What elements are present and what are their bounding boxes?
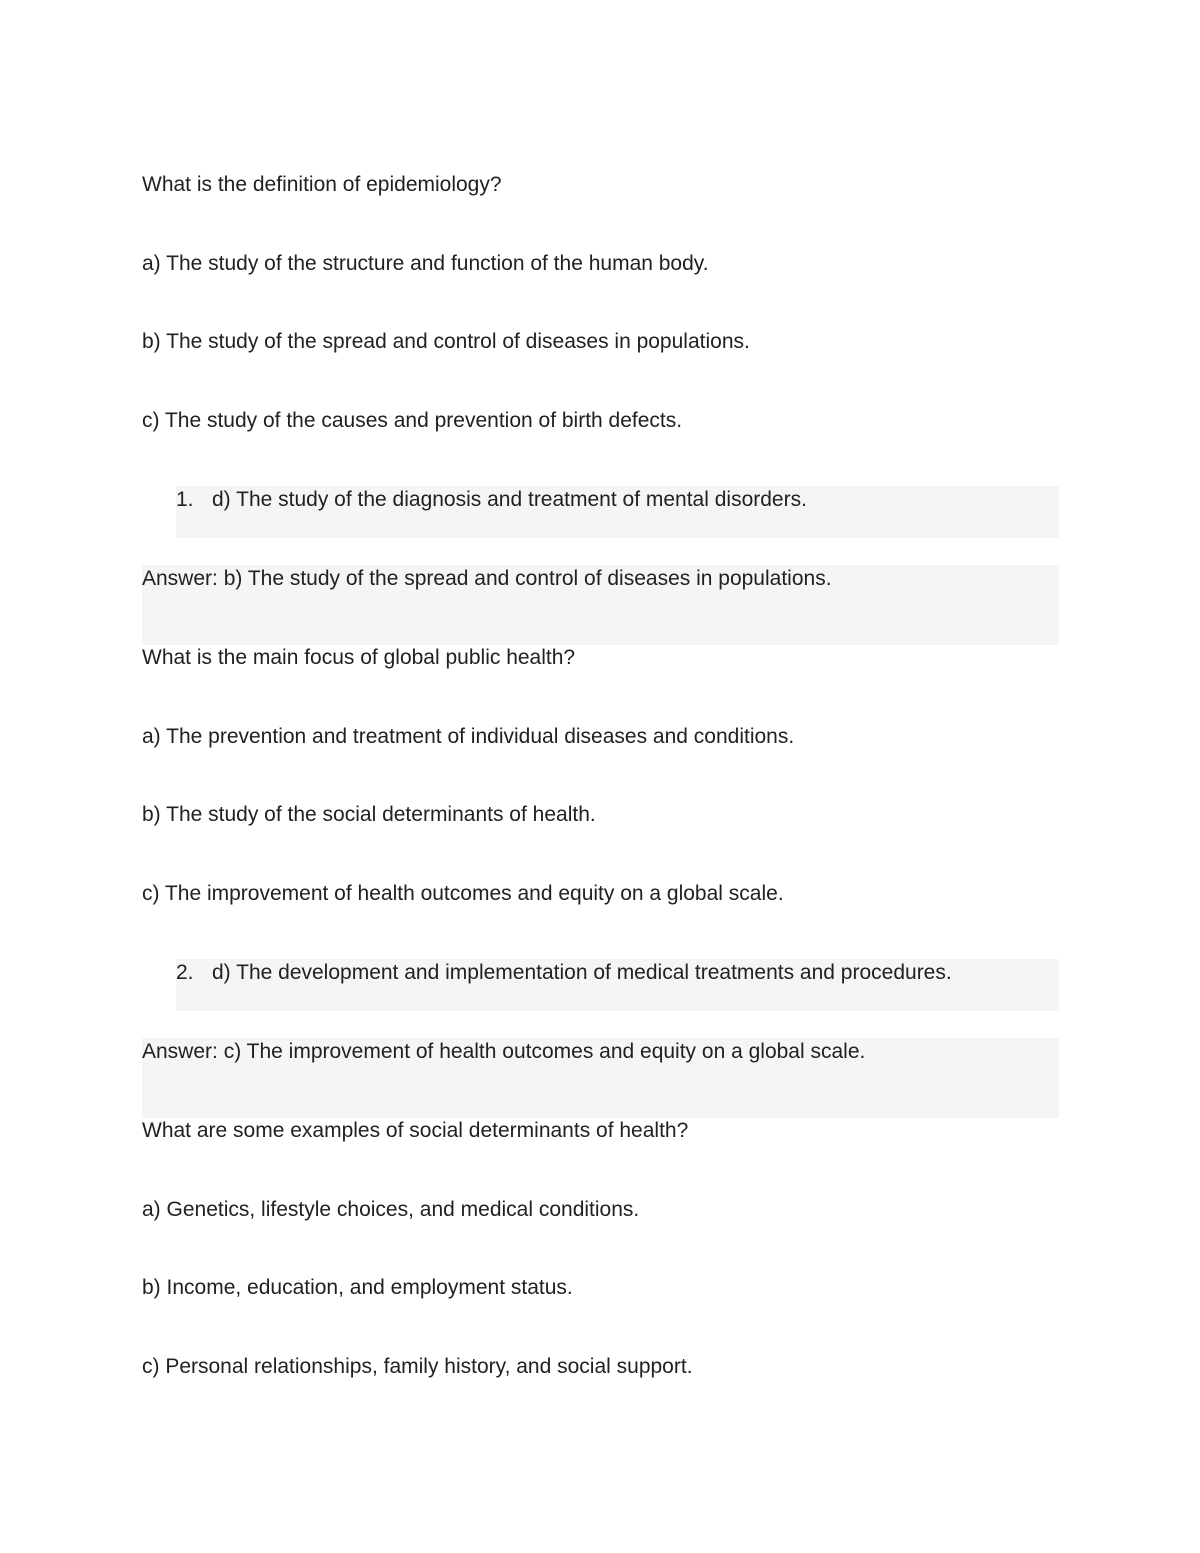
q1-option-d-item	[176, 485, 807, 515]
q1-option-c: c) The study of the causes and prevention of birth defects.	[142, 409, 683, 432]
list-number: 2.	[176, 961, 194, 984]
q2-option-d: d) The development and implementation of medical treatments and procedures.	[212, 961, 952, 984]
q2-option-d-item	[176, 958, 952, 988]
q3-question: What are some examples of social determinants of health?	[142, 1119, 689, 1142]
q2-question: What is the main focus of global public health?	[142, 646, 576, 669]
q3-option-c: c) Personal relationships, family history, and social support.	[142, 1355, 693, 1378]
q1-answer: Answer: b) The study of the spread and control of diseases in populations.	[142, 567, 832, 590]
q3-option-b: b) Income, education, and employment status.	[142, 1276, 573, 1299]
q2-answer: Answer: c) The improvement of health outcomes and equity on a global scale.	[142, 1040, 866, 1063]
q3-option-a: a) Genetics, lifestyle choices, and medical conditions.	[142, 1198, 640, 1221]
q2-option-a: a) The prevention and treatment of individual diseases and conditions.	[142, 725, 795, 748]
q1-option-d: d) The study of the diagnosis and treatment of mental disorders.	[212, 488, 807, 511]
q2-option-b: b) The study of the social determinants of health.	[142, 803, 596, 826]
q1-option-a: a) The study of the structure and function of the human body.	[142, 252, 709, 275]
list-number: 1.	[176, 488, 194, 511]
q1-option-b: b) The study of the spread and control of diseases in populations.	[142, 330, 750, 353]
q2-option-c: c) The improvement of health outcomes and equity on a global scale.	[142, 882, 784, 905]
q1-question: What is the definition of epidemiology?	[142, 173, 502, 196]
